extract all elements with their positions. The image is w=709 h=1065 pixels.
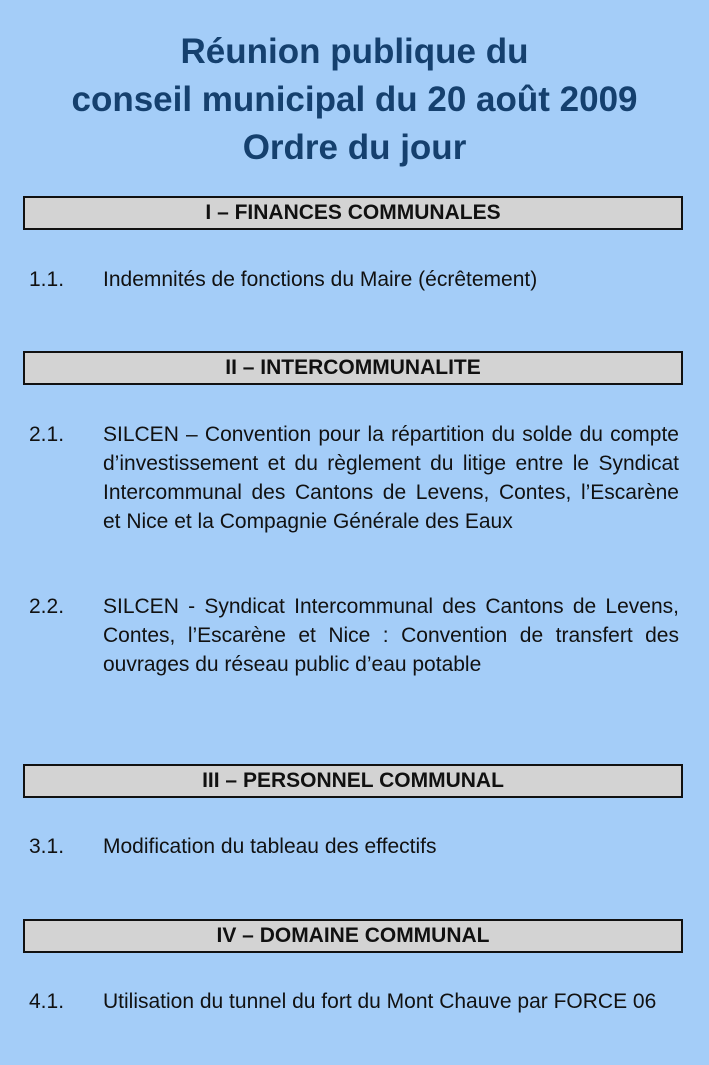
item-text: Utilisation du tunnel du fort du Mont Chauve par FORCE 06 <box>103 990 657 1013</box>
item-text: Indemnités de fonctions du Maire (écrêtement) <box>103 268 538 291</box>
item-number: 2.1. <box>29 423 65 446</box>
section-header-personnel: III – PERSONNEL COMMUNAL <box>23 764 683 798</box>
page-title <box>0 28 709 172</box>
agenda-item-4-1 <box>29 987 679 1016</box>
agenda-item-3-1 <box>29 832 679 861</box>
item-number: 2.2. <box>29 595 65 618</box>
agenda-item-1-1 <box>29 265 679 294</box>
item-text: SILCEN - Syndicat Intercommunal des Cantons de Levens, Contes, l’Escarène et Nice : Convention de transfert des ouvrages du réseau public d’eau potable <box>103 595 679 676</box>
section-header-domaine: IV – DOMAINE COMMUNAL <box>23 919 683 953</box>
item-text: Modification du tableau des effectifs <box>103 835 437 858</box>
item-number: 4.1. <box>29 990 65 1013</box>
title-line-3: Ordre du jour <box>242 128 467 167</box>
title-line-1: Réunion publique du <box>180 32 529 71</box>
item-number: 1.1. <box>29 268 65 291</box>
section-header-intercommunalite: II – INTERCOMMUNALITE <box>23 351 683 385</box>
section-header-finances: I – FINANCES COMMUNALES <box>23 196 683 230</box>
item-text: SILCEN – Convention pour la répartition du solde du compte d’investissement et du règlement du litige entre le Syndicat Intercommunal des Cantons de Levens, Contes, l’Escarène et Nice et la Compagnie Générale des Eaux <box>103 423 679 533</box>
agenda-item-2-1 <box>29 420 679 536</box>
agenda-item-2-2 <box>29 592 679 679</box>
title-line-2: conseil municipal du 20 août 2009 <box>71 80 638 119</box>
item-number: 3.1. <box>29 835 65 858</box>
